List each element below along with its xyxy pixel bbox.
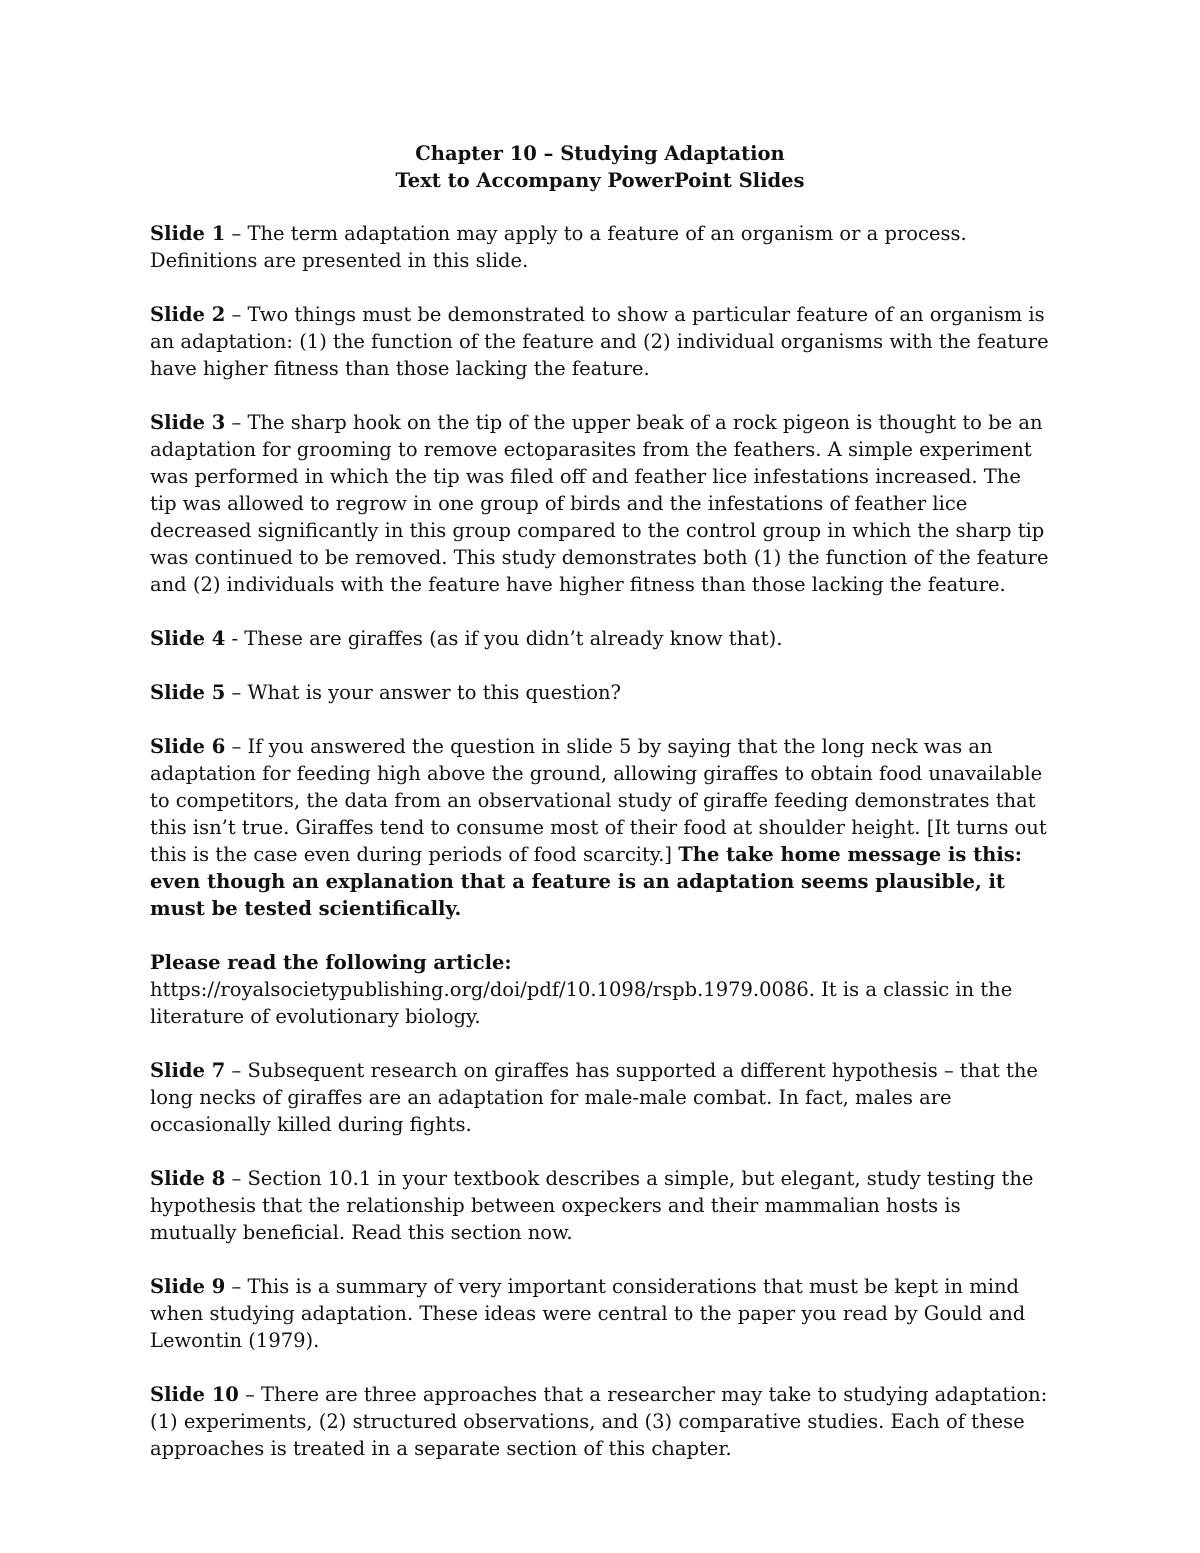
take-home-message: The take home message is this: even though an explanation that a feature is an adaptation seems plausible, it must be tested scientifically. — [150, 843, 1022, 920]
paragraph-slide-4 — [150, 625, 1050, 652]
article-link-text: https://royalsocietypublishing.org/doi/pdf/10.1098/rspb.1979.0086. It is a classic in the literature of evolutionary biology. — [150, 978, 1013, 1028]
paragraph-slide-10 — [150, 1381, 1050, 1462]
paragraph-label: Slide 7 — [150, 1059, 226, 1082]
paragraph-text: – The term adaptation may apply to a feature of an organism or a process. Definitions are presented in this slide. — [150, 222, 967, 272]
paragraph-label: Slide 3 — [150, 411, 226, 434]
paragraph-text: – Subsequent research on giraffes has supported a different hypothesis – that the long necks of giraffes are an adaptation for male-male combat. In fact, males are occasionally killed during fights. — [150, 1059, 1038, 1136]
paragraph-label: Slide 10 — [150, 1383, 239, 1406]
paragraph-slide-7 — [150, 1057, 1050, 1138]
paragraph-label: Slide 4 — [150, 627, 226, 650]
paragraph-slide-9 — [150, 1273, 1050, 1354]
paragraph-label: Slide 6 — [150, 735, 226, 758]
page-subtitle: Text to Accompany PowerPoint Slides — [395, 169, 805, 192]
paragraph-slide-1 — [150, 220, 1050, 274]
paragraph-slide-8 — [150, 1165, 1050, 1246]
paragraph-label: Slide 1 — [150, 222, 226, 245]
paragraph-text: - These are giraffes (as if you didn’t already know that). — [225, 627, 783, 650]
paragraph-text: – If you answered the question in slide 5 by saying that the long neck was an adaptation for feeding high above the ground, allowing giraffes to obtain food unavailable to competitors, the data from an observational study of giraffe feeding demonstrates that this isn’t true. Giraffes tend to consume most of their food at shoulder height. [It turns out this is the case even during periods of food scarcity.] — [150, 735, 1047, 866]
paragraph-text: – There are three approaches that a researcher may take to studying adaptation: (1) experiments, (2) structured observations, and (3) comparative studies. Each of these approaches is treated in a separate section of this chapter. — [150, 1383, 1048, 1460]
paragraph-label: Slide 5 — [150, 681, 226, 704]
paragraph-slide-3 — [150, 409, 1050, 598]
paragraph-label: Slide 9 — [150, 1275, 226, 1298]
paragraph-slide-6 — [150, 733, 1050, 922]
paragraph-slide-2 — [150, 301, 1050, 382]
page-title: Chapter 10 – Studying Adaptation — [415, 142, 785, 165]
paragraph-text: – This is a summary of very important considerations that must be kept in mind when studying adaptation. These ideas were central to the paper you read by Gould and Lewontin (1979). — [150, 1275, 1026, 1352]
paragraph-text: – What is your answer to this question? — [225, 681, 621, 704]
paragraph-label: Please read the following article: — [150, 951, 512, 974]
title-block — [150, 140, 1050, 194]
paragraph-label: Slide 8 — [150, 1167, 226, 1190]
paragraph-slide-5 — [150, 679, 1050, 706]
paragraph-label: Slide 2 — [150, 303, 226, 326]
paragraph-article — [150, 949, 1050, 1030]
paragraph-text: – Section 10.1 in your textbook describes a simple, but elegant, study testing the hypothesis that the relationship between oxpeckers and their mammalian hosts is mutually beneficial. Read this section now. — [150, 1167, 1034, 1244]
paragraph-text: – The sharp hook on the tip of the upper beak of a rock pigeon is thought to be an adaptation for grooming to remove ectoparasites from the feathers. A simple experiment was performed in which the tip was filed off and feather lice infestations increased. The tip was allowed to regrow in one group of birds and the infestations of feather lice decreased significantly in this group compared to the control group in which the sharp tip was continued to be removed. This study demonstrates both (1) the function of the feature and (2) individuals with the feature have higher fitness than those lacking the feature. — [150, 411, 1049, 596]
document-page — [150, 140, 1050, 1489]
paragraph-text: – Two things must be demonstrated to show a particular feature of an organism is an adaptation: (1) the function of the feature and (2) individual organisms with the feature have higher fitness than those lacking the feature. — [150, 303, 1049, 380]
